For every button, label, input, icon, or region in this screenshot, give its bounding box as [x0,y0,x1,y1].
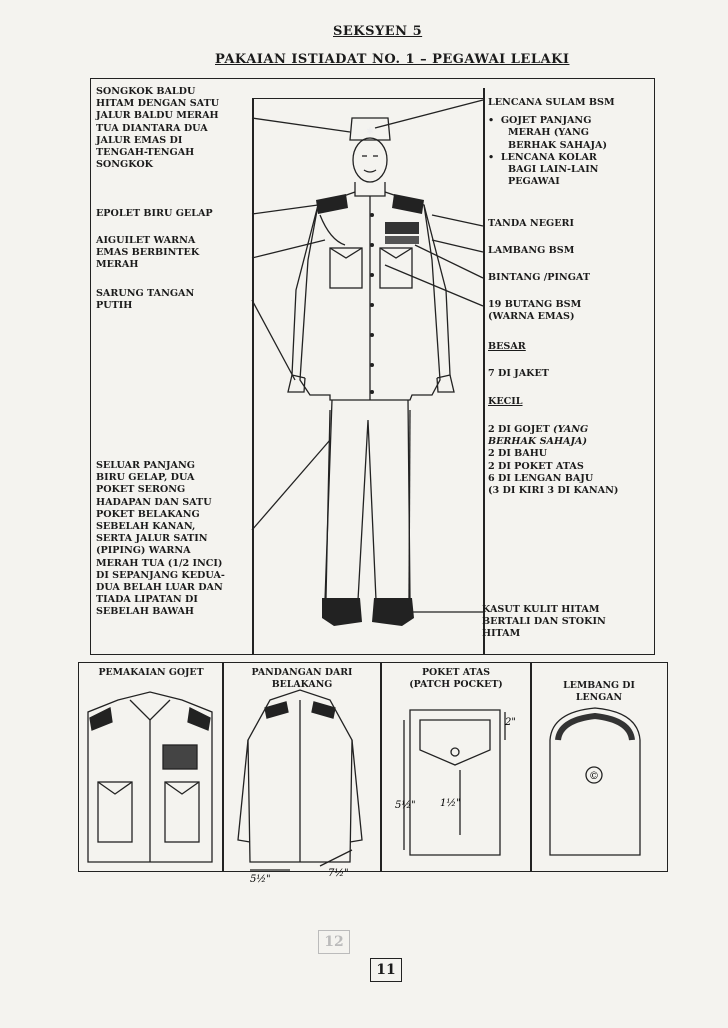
label-tanda-negeri: TANDA NEGERI [488,218,574,229]
bullet-icon: • [488,151,495,163]
kecil-line5: 6 DI LENGAN BAJU [488,472,594,484]
pocket-flap-measure: 2" [505,717,516,728]
back-width-measure: 5½" [250,874,271,885]
butang-line2: (WARNA EMAS) [488,311,575,323]
section-title: SEKSYEN 5 [333,24,423,39]
page-number: 11 [370,958,402,982]
label-lencana-sulam: LENCANA SULAM BSM [488,97,615,108]
cell-title-belakang: PANDANGAN DARI BELAKANG [251,667,353,690]
kecil-line1-b: (YANG [553,424,589,435]
back-view-sketch [238,690,362,870]
pocket-height-measure: 5½" [395,800,416,811]
badge-text: BSM BSM [582,726,610,733]
gojet-sketch [88,692,212,862]
back-sleeve-measure: 7½" [328,868,349,879]
label-bintang: BINTANG /PINGAT [488,272,590,283]
pocket-inner-measure: 1½" [440,798,461,809]
kecil-line6: (3 DI KIRI 3 DI KANAN) [488,485,619,497]
label-lambang-bsm: LAMBANG BSM [488,245,575,256]
badge-symbol: © [589,771,599,782]
bullet-gojet-line1: GOJET PANJANG [500,115,592,127]
label-besar-detail: 7 DI JAKET [488,368,549,379]
bullet-kolar-line2: BAGI LAIN-LAIN [508,164,599,176]
label-songkok: SONGKOK BALDU HITAM DENGAN SATU JALUR BALDU MERAH TUA DIANTARA DUA JALUR EMAS DI TENGAH-TENGAH SONGKOK [96,86,220,171]
bullet-gojet-line2: MERAH (YANG [508,127,589,139]
kecil-line4: 2 DI POKET ATAS [488,460,584,472]
kecil-line1-a: 2 DI GOJET [488,424,554,435]
cell-title-poket: POKET ATAS (PATCH POCKET) [409,667,503,690]
kasut-line2: BERTALI DAN STOKIN [482,616,606,628]
butang-line1: 19 BUTANG BSM [488,299,582,310]
label-sarung-tangan: SARUNG TANGAN PUTIH [96,288,195,312]
label-epolet: EPOLET BIRU GELAP [96,208,213,219]
faint-page-number: 12 [318,930,350,954]
label-besar: BESAR [488,341,526,352]
kecil-line3: 2 DI BAHU [488,448,548,460]
bullet-icon: • [488,115,495,127]
page-title: PAKAIAN ISTIADAT NO. 1 – PEGAWAI LELAKI [215,52,570,67]
kasut-line3: HITAM [482,628,521,640]
patch-pocket-sketch [404,710,505,855]
label-aiguilet: AIGUILET WARNA EMAS BERBINTEK MERAH [96,235,200,271]
bullet-gojet-line3: BERHAK SAHAJA) [508,139,607,151]
label-kecil: KECIL [488,396,523,407]
kasut-line1: KASUT KULIT HITAM [482,604,600,615]
label-seluar: SELUAR PANJANG BIRU GELAP, DUA POKET SERONG HADAPAN DAN SATU POKET BELAKANG SEBELAH KANAN, SERTA JALUR SATIN (PIPING) WARNA MERAH TUA (1/2 INCI) DI SEPANJANG KEDUA- DUA BELAH LUAR DAN TIADA LIPATAN DI SEBELAH BAWAH [96,460,225,618]
cell-title-gojet: PEMAKAIAN GOJET [98,667,204,678]
cell-title-lembang: LEMBANG DI LENGAN [563,680,635,703]
bullet-kolar-line3: PEGAWAI [508,176,560,188]
svg-text:✱: ✱ [366,127,374,137]
bullet-kolar-line1: LENCANA KOLAR [500,151,597,163]
kecil-line2: BERHAK SAHAJA) [488,436,587,448]
